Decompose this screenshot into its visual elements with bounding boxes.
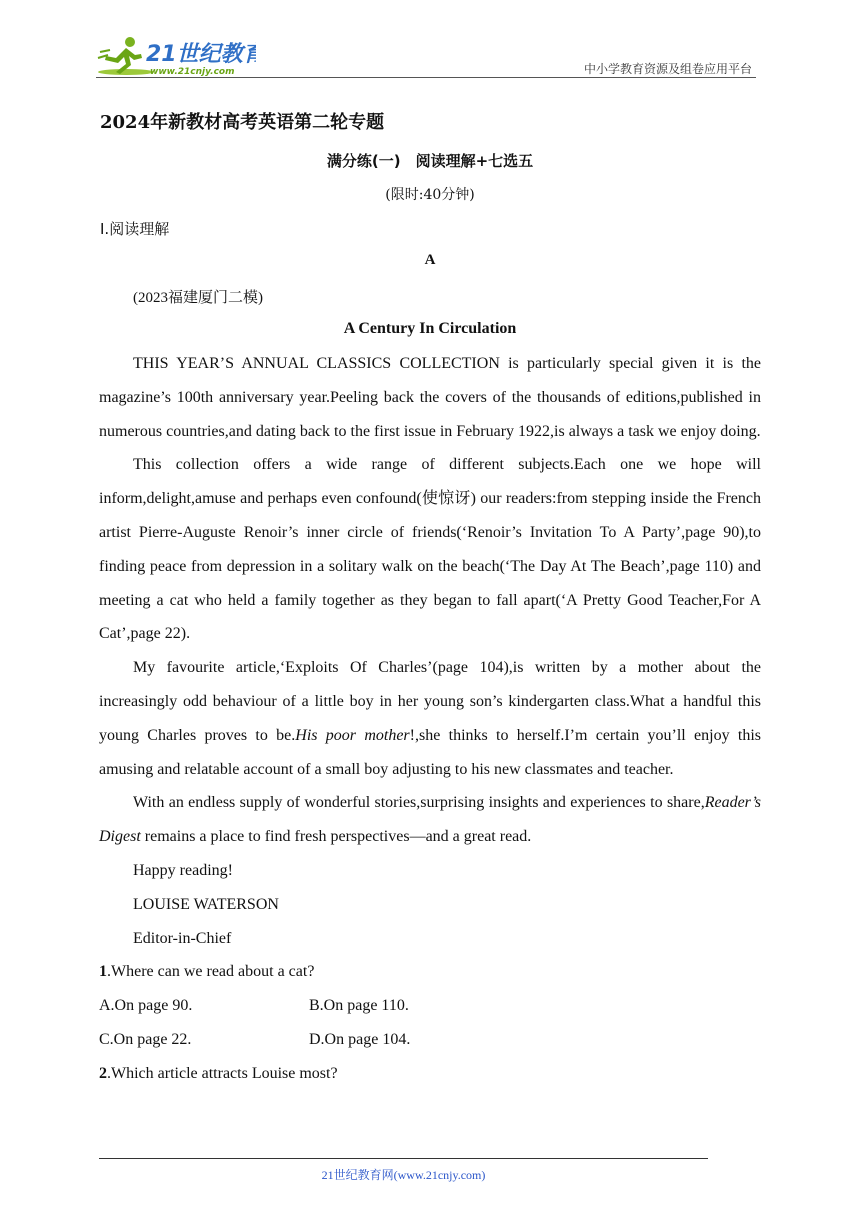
passage-body [99, 347, 761, 1091]
passage-letter: A [424, 252, 436, 268]
option-c[interactable]: C.On page 22. [99, 1030, 192, 1048]
question-2-number: 2 [99, 1064, 107, 1082]
paragraph-4-part-a: With an endless supply of wonderful stories,surprising insights and experiences to share, [133, 794, 705, 812]
question-1-options-row-2 [99, 1023, 761, 1057]
platform-name: 中小学教育资源及组卷应用平台 [583, 62, 752, 76]
paragraph-3 [99, 651, 761, 786]
question-1-options-row-1 [99, 989, 761, 1023]
paragraph-6: LOUISE WATERSON [133, 895, 279, 913]
footer-divider [99, 1158, 708, 1159]
paragraph-1: THIS YEAR’S ANNUAL CLASSICS COLLECTION is particularly special given it is the magazine’s 100th anniversary year.Peeling back the covers of the thousands of editions,published in numerous countries,and dating back to the first issue in February 1922,is always a task we enjoy doing. [99, 355, 761, 440]
header-divider [96, 77, 756, 78]
logo-text: 21世纪教育 [146, 42, 256, 67]
paragraph-4 [99, 786, 761, 854]
exercise-subtitle: 满分练(一) 阅读理解+七选五 [326, 152, 534, 170]
question-1-number: 1 [99, 963, 107, 981]
option-a[interactable]: A.On page 90. [99, 997, 193, 1015]
section-label: Ⅰ.阅读理解 [100, 220, 170, 238]
option-b[interactable]: B.On page 110. [309, 997, 409, 1015]
question-1 [99, 955, 761, 989]
magazine-name: Reader’s Digest [99, 794, 761, 846]
runner-logo-icon [96, 34, 256, 78]
paragraph-7: Editor-in-Chief [133, 929, 232, 947]
page-title: 2024年新教材高考英语第二轮专题 [100, 112, 385, 133]
site-logo [96, 34, 256, 78]
paragraph-4-part-b: remains a place to find fresh perspectives—and a great read. [140, 828, 532, 846]
time-limit: (限时:40分钟) [385, 187, 475, 203]
option-d[interactable]: D.On page 104. [309, 1030, 411, 1048]
paragraph-5: Happy reading! [133, 861, 233, 879]
question-2 [99, 1057, 761, 1091]
logo-url: www.21cnjy.com [150, 67, 235, 77]
page-header [96, 34, 756, 80]
article-title: A Century In Circulation [343, 320, 517, 337]
paragraph-2: This collection offers a wide range of different subjects.Each one we hope will inform,delight,amuse and perhaps even confound(使惊讶) our readers:from stepping inside the French artist Pierre-Auguste Renoir’s inner circle of friends(‘Renoir’s Invitation To A Party’,page 90),to finding peace from depression in a solitary walk on the beach(‘The Day At The Beach’,page 110) and meeting a cat who held a family together as they began to fall apart(‘A Pretty Good Teacher,For A Cat’,page 22). [99, 456, 761, 643]
question-2-text: .Which article attracts Louise most? [107, 1064, 338, 1082]
paragraph-3-part-b: !,she thinks to herself.I’m certain you’ll enjoy this amusing and relatable account of a small boy adjusting to his new classmates and teacher. [99, 726, 762, 778]
passage-source: (2023福建厦门二模) [133, 290, 263, 306]
footer-text[interactable]: 21世纪教育网(www.21cnjy.com) [321, 1168, 486, 1182]
paragraph-3-italic: His poor mother [295, 726, 410, 744]
paragraph-3-part-a: My favourite article,‘Exploits Of Charles’(page 104),is written by a mother about the increasingly odd behaviour of a little boy in her young son’s kindergarten class.What a handful this young Charles proves to be. [99, 659, 761, 744]
question-1-text: .Where can we read about a cat? [107, 963, 315, 981]
